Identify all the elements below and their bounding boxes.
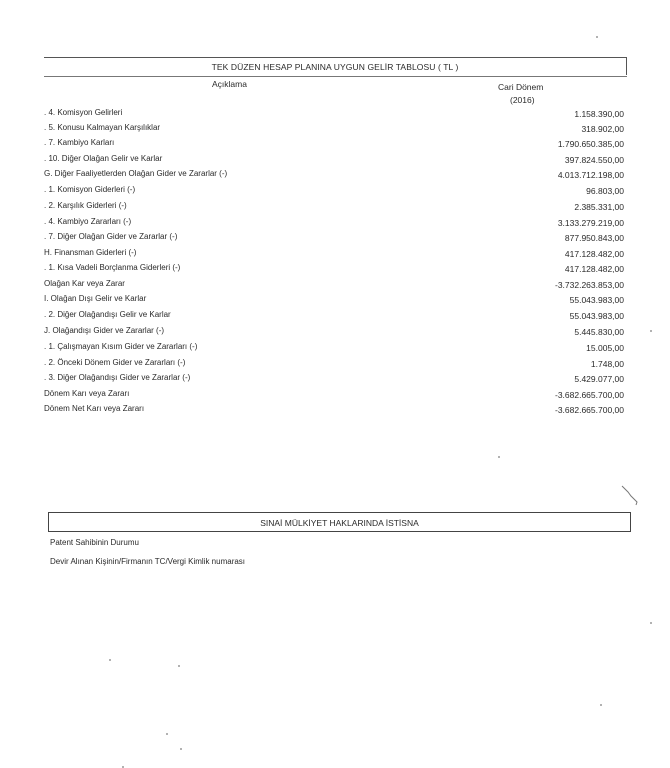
current-period-column-header: Cari Dönem xyxy=(498,82,544,92)
row-value: 3.133.279.219,00 xyxy=(557,218,624,228)
current-period-year: (2016) xyxy=(510,95,535,105)
row-label: H. Finansman Giderleri (-) xyxy=(44,248,137,257)
row-label: . 7. Kambiyo Karları xyxy=(44,138,115,147)
table-row xyxy=(0,169,670,184)
patent-owner-status-label: Patent Sahibinin Durumu xyxy=(50,538,139,547)
industrial-property-section-box xyxy=(48,512,631,532)
scan-speck xyxy=(180,748,182,750)
row-label: . 2. Diğer Olağandışı Gelir ve Karlar xyxy=(44,310,171,319)
table-row xyxy=(0,217,670,232)
row-label: . 2. Önceki Dönem Gider ve Zararları (-) xyxy=(44,358,186,367)
scan-speck xyxy=(109,659,111,661)
income-statement-title-box xyxy=(44,57,627,75)
table-row xyxy=(0,342,670,357)
table-row xyxy=(0,248,670,263)
row-label: I. Olağan Dışı Gelir ve Karlar xyxy=(44,294,147,303)
description-column-header: Açıklama xyxy=(212,79,247,89)
row-label: . 7. Diğer Olağan Gider ve Zararlar (-) xyxy=(44,232,178,241)
row-value: 5.445.830,00 xyxy=(574,327,624,337)
table-row xyxy=(0,232,670,247)
row-label: . 4. Kambiyo Zararları (-) xyxy=(44,217,132,226)
title-divider xyxy=(44,76,627,77)
scan-speck xyxy=(596,36,598,38)
row-value: 15.005,00 xyxy=(586,343,624,353)
row-value: -3.682.665.700,00 xyxy=(554,390,624,400)
table-row xyxy=(0,404,670,419)
row-label: Dönem Net Karı veya Zararı xyxy=(44,404,145,413)
row-value: -3.732.263.853,00 xyxy=(554,280,624,290)
row-value: 397.824.550,00 xyxy=(564,155,624,165)
row-value: 417.128.482,00 xyxy=(564,264,624,274)
row-value: 55.043.983,00 xyxy=(569,311,624,321)
transferee-tax-id-label: Devir Alınan Kişinin/Firmanın TC/Vergi Kimlik numarası xyxy=(50,557,246,566)
scan-speck xyxy=(498,456,500,458)
scan-speck xyxy=(178,665,180,667)
table-row xyxy=(0,294,670,309)
row-label: . 1. Komisyon Giderleri (-) xyxy=(44,185,136,194)
table-row xyxy=(0,373,670,388)
table-row xyxy=(0,108,670,123)
row-value: 1.158.390,00 xyxy=(574,109,624,119)
table-row xyxy=(0,310,670,325)
table-row xyxy=(0,389,670,404)
row-value: 1.748,00 xyxy=(590,359,624,369)
row-value: -3.682.665.700,00 xyxy=(554,405,624,415)
row-label: . 10. Diğer Olağan Gelir ve Karlar xyxy=(44,154,163,163)
row-value: 4.013.712.198,00 xyxy=(557,170,624,180)
income-statement-title: TEK DÜZEN HESAP PLANINA UYGUN GELİR TABLOSU ( TL ) xyxy=(211,62,459,72)
table-row xyxy=(0,185,670,200)
table-row xyxy=(0,326,670,341)
table-row xyxy=(0,123,670,138)
row-label: . 2. Karşılık Giderleri (-) xyxy=(44,201,127,210)
row-value: 1.790.650.385,00 xyxy=(557,139,624,149)
row-value: 417.128.482,00 xyxy=(564,249,624,259)
table-row xyxy=(0,138,670,153)
pen-mark-scribble xyxy=(620,484,640,506)
row-label: G. Diğer Faaliyetlerden Olağan Gider ve Zararlar (-) xyxy=(44,169,228,178)
row-label: . 1. Çalışmayan Kısım Gider ve Zararları (-) xyxy=(44,342,198,351)
row-value: 2.385.331,00 xyxy=(574,202,624,212)
scan-speck xyxy=(650,330,652,332)
table-row xyxy=(0,279,670,294)
row-label: . 4. Komisyon Gelirleri xyxy=(44,108,123,117)
row-label: . 3. Diğer Olağandışı Gider ve Zararlar (-) xyxy=(44,373,191,382)
scan-speck xyxy=(600,704,602,706)
row-label: Olağan Kar veya Zarar xyxy=(44,279,125,288)
row-label: . 5. Konusu Kalmayan Karşılıklar xyxy=(44,123,161,132)
row-value: 5.429.077,00 xyxy=(574,374,624,384)
row-value: 55.043.983,00 xyxy=(569,295,624,305)
row-value: 877.950.843,00 xyxy=(564,233,624,243)
table-row xyxy=(0,263,670,278)
scan-speck xyxy=(650,622,652,624)
row-label: J. Olağandışı Gider ve Zararlar (-) xyxy=(44,326,165,335)
scan-speck xyxy=(166,733,168,735)
row-label: . 1. Kısa Vadeli Borçlanma Giderleri (-) xyxy=(44,263,181,272)
row-value: 318.902,00 xyxy=(581,124,624,134)
row-value: 96.803,00 xyxy=(586,186,624,196)
industrial-property-title: SINAİ MÜLKİYET HAKLARINDA İSTİSNA xyxy=(260,518,419,528)
table-row xyxy=(0,358,670,373)
row-label: Dönem Karı veya Zararı xyxy=(44,389,130,398)
table-row xyxy=(0,154,670,169)
table-row xyxy=(0,201,670,216)
